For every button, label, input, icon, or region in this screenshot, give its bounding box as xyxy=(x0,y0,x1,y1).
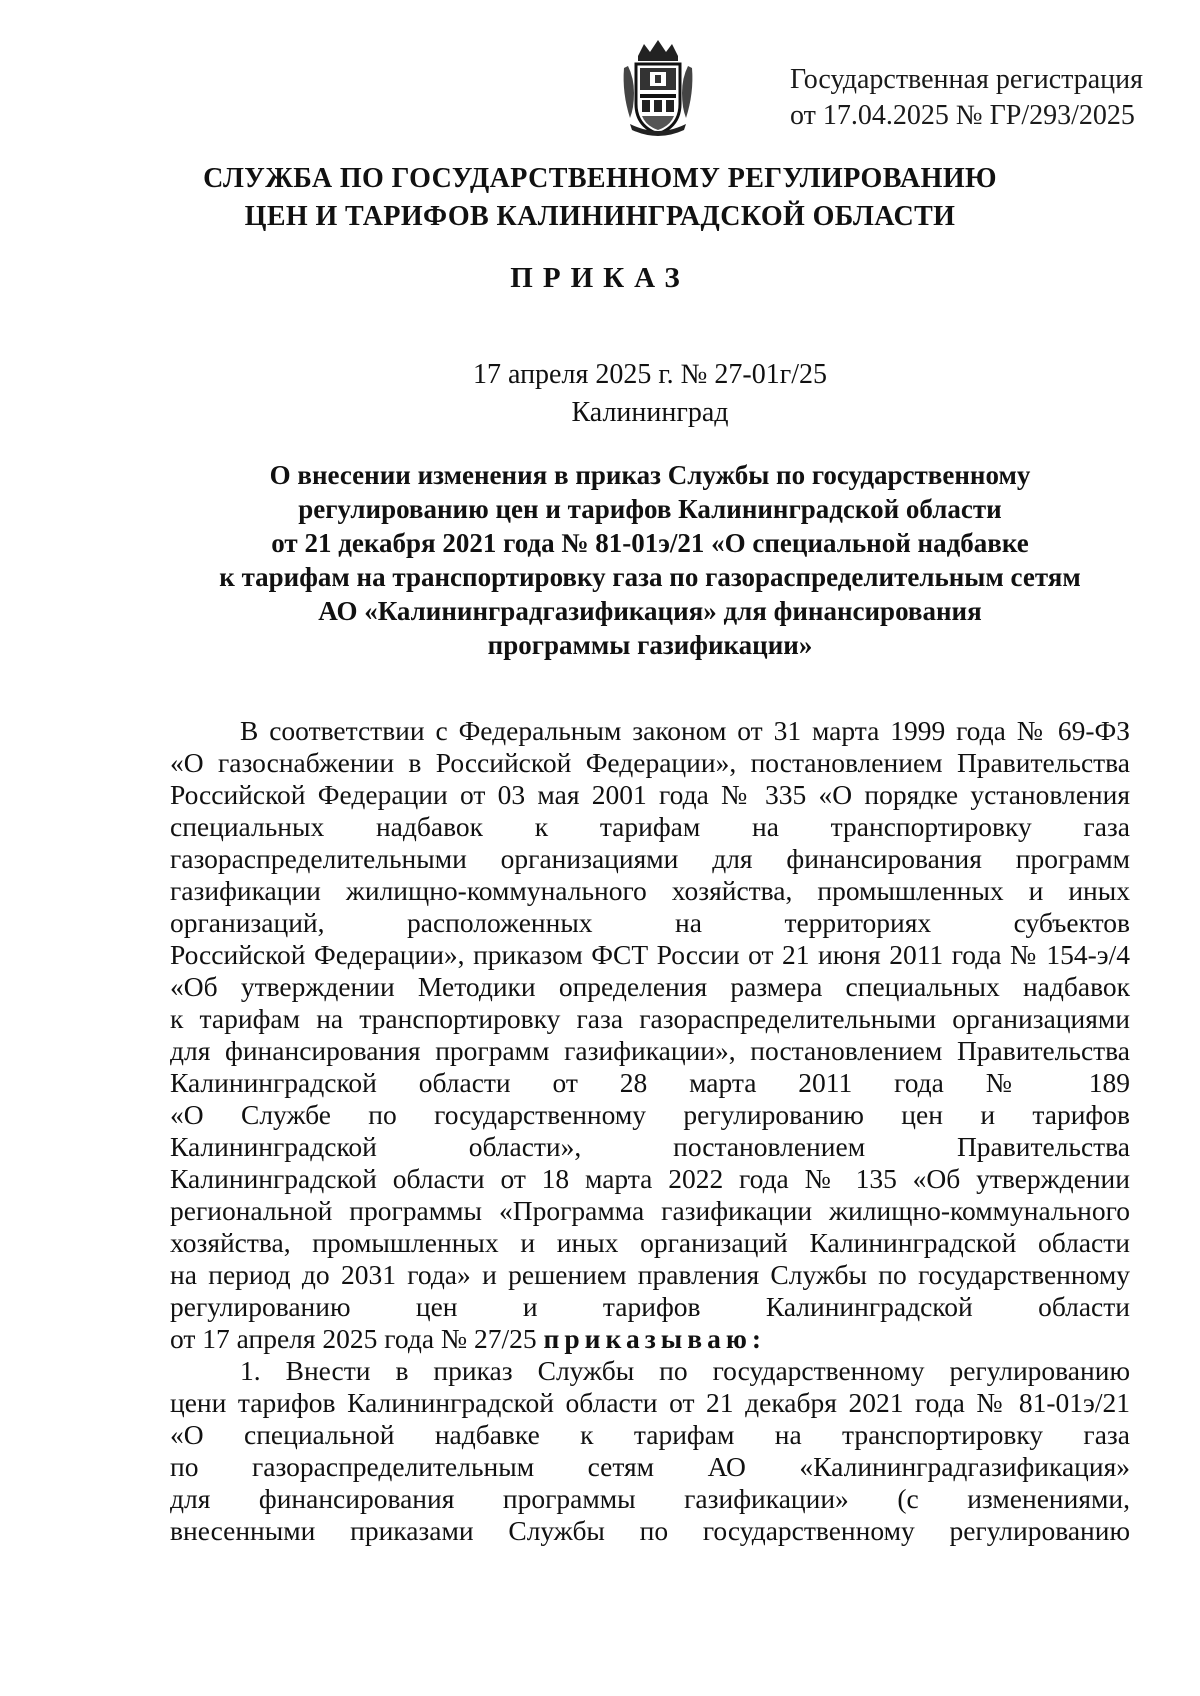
order-line xyxy=(170,1323,1130,1355)
body-line: для финансирования программ газификации», постановлением Правительства xyxy=(170,1035,1130,1066)
document-type: ПРИКАЗ xyxy=(510,262,690,294)
document-body xyxy=(170,715,1130,1547)
body-line: Калининградской области от 18 марта 2022 года № 135 «Об утверждении xyxy=(170,1163,1130,1194)
body-line: к тарифам на транспортировку газа газораспределительными организациями xyxy=(170,1003,1130,1034)
document-title xyxy=(170,458,1130,662)
item-line: цени тарифов Калининградской области от 21 декабря 2021 года № 81-01э/21 xyxy=(170,1387,1130,1418)
item-line: «О специальной надбавке к тарифам на транспортировку газа xyxy=(170,1419,1130,1450)
order-date-number: 17 апреля 2025 г. № 27-01г/25 xyxy=(473,359,827,390)
agency-name xyxy=(100,160,1100,236)
body-line: Калининградской области», постановлением Правительства xyxy=(170,1131,1130,1162)
agency-line-1: СЛУЖБА ПО ГОСУДАРСТВЕННОМУ РЕГУЛИРОВАНИЮ xyxy=(203,163,997,194)
title-line: регулированию цен и тарифов Калининградской области xyxy=(298,494,1002,524)
body-line: В соответствии с Федеральным законом от 31 марта 1999 года № 69-ФЗ xyxy=(240,715,1130,746)
body-line: регулированию цен и тарифов Калининградской области xyxy=(170,1291,1130,1322)
body-line: «О газоснабжении в Российской Федерации», постановлением Правительства xyxy=(170,747,1130,778)
registration-line-1: Государственная регистрация xyxy=(790,64,1143,95)
title-line: АО «Калининградгазификация» для финансирования xyxy=(318,596,982,626)
order-meta xyxy=(100,356,1200,432)
item-line: внесенными приказами Службы по государственному регулированию xyxy=(170,1515,1130,1546)
body-line: специальных надбавок к тарифам на транспортировку газа xyxy=(170,811,1130,842)
item-line: для финансирования программы газификации» (с изменениями, xyxy=(170,1483,1130,1514)
body-line: Калининградской области от 28 марта 2011 года № 189 xyxy=(170,1067,1130,1098)
body-line: «О Службе по государственному регулированию цен и тарифов xyxy=(170,1099,1130,1130)
body-line: на период до 2031 года» и решением правления Службы по государственному xyxy=(170,1259,1130,1290)
body-line: Российской Федерации», приказом ФСТ России от 21 июня 2011 года № 154-э/4 xyxy=(170,939,1130,970)
title-line: к тарифам на транспортировку газа по газораспределительным сетям xyxy=(219,562,1081,592)
registration-stamp xyxy=(790,62,1150,134)
order-city: Калининград xyxy=(571,397,729,428)
order-word: приказываю: xyxy=(543,1323,767,1354)
body-line: хозяйства, промышленных и иных организаций Калининградской области xyxy=(170,1227,1130,1258)
body-line: газораспределительными организациями для финансирования программ xyxy=(170,843,1130,874)
title-line: О внесении изменения в приказ Службы по государственному xyxy=(269,460,1031,490)
coat-of-arms-icon xyxy=(620,38,696,138)
body-line: региональной программы «Программа газификации жилищно-коммунального xyxy=(170,1195,1130,1226)
item-line: 1. Внести в приказ Службы по государственному регулированию xyxy=(240,1355,1130,1386)
order-line-prefix: от 17 апреля 2025 года № 27/25 xyxy=(170,1323,537,1354)
item-line: по газораспределительным сетям АО «Калининградгазификация» xyxy=(170,1451,1130,1482)
title-line: от 21 декабря 2021 года № 81-01э/21 «О специальной надбавке xyxy=(271,528,1029,558)
title-line: программы газификации» xyxy=(487,630,813,660)
agency-line-2: ЦЕН И ТАРИФОВ КАЛИНИНГРАДСКОЙ ОБЛАСТИ xyxy=(244,201,956,232)
body-line: газификации жилищно-коммунального хозяйства, промышленных и иных xyxy=(170,875,1130,906)
body-line: Российской Федерации от 03 мая 2001 года № 335 «О порядке установления xyxy=(170,779,1130,810)
body-line: организаций, расположенных на территориях субъектов xyxy=(170,907,1130,938)
body-line: «Об утверждении Методики определения размера специальных надбавок xyxy=(170,971,1130,1002)
registration-line-2: от 17.04.2025 № ГР/293/2025 xyxy=(790,100,1135,131)
